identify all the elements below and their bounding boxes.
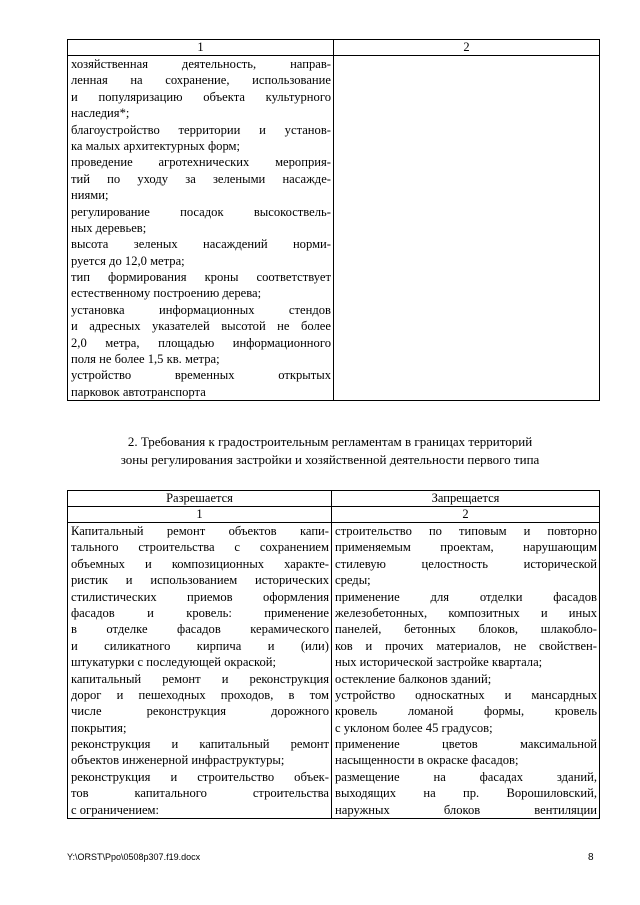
header-allowed: Разрешается bbox=[68, 491, 332, 507]
text-line: стилистических приемов оформления bbox=[71, 589, 329, 604]
text-line: реконструкция и строительство объек- bbox=[71, 769, 329, 784]
text-line: стилевую целостность исторической bbox=[335, 556, 597, 571]
text-line: реконструкция и капитальный ремонт bbox=[71, 737, 329, 752]
text-line: применение цветов максимальной bbox=[335, 737, 597, 752]
table2-col-number-2: 2 bbox=[332, 507, 600, 523]
text-line: выходящих на пр. Ворошиловский, bbox=[335, 786, 597, 801]
text-line: размещение на фасадах зданий, bbox=[335, 769, 597, 784]
text-line: установка информационных стендов bbox=[71, 302, 331, 317]
text-line: капитальный ремонт и реконструкция bbox=[71, 671, 329, 686]
text-line: тального строительства с сохранением bbox=[71, 540, 329, 555]
text-line: тип формирования кроны соответствует bbox=[71, 270, 331, 285]
table1-left-cell bbox=[68, 56, 334, 401]
text-line: числе реконструкция дорожного bbox=[71, 704, 329, 719]
text-line: объемных и композиционных характе- bbox=[71, 556, 329, 571]
text-line: остекление балконов зданий; bbox=[335, 671, 492, 686]
table1-right-cell bbox=[334, 56, 600, 401]
text-line: строительство по типовым и повторно bbox=[335, 524, 597, 538]
allowed-text bbox=[71, 523, 329, 818]
text-line: с ограничением: bbox=[71, 802, 160, 817]
prohibited-cell bbox=[332, 523, 600, 819]
text-line: ка малых архитектурных форм; bbox=[71, 138, 241, 153]
section-heading-line-1: 2. Требования к градостроительным регламентам в границах территорий bbox=[127, 434, 533, 449]
text-line: покрытия; bbox=[71, 720, 127, 735]
text-line: ленная на сохранение, использование bbox=[71, 73, 331, 88]
zone-regulation-table bbox=[67, 490, 600, 819]
text-line: Капитальный ремонт объектов капи- bbox=[71, 524, 329, 538]
table2-header-row bbox=[68, 491, 600, 507]
text-line: устройство временных открытых bbox=[71, 368, 331, 383]
text-line: регулирование посадок высокоствель- bbox=[71, 204, 331, 219]
text-line: 2,0 метра, площадью информационного bbox=[71, 335, 331, 350]
text-line: высота зеленых насаждений норми- bbox=[71, 237, 331, 252]
text-line: с уклоном более 45 градусов; bbox=[335, 720, 493, 735]
text-line: дорог и пешеходных проходов, в том bbox=[71, 687, 329, 702]
text-line: насыщенности в окраске фасадов; bbox=[335, 753, 519, 768]
text-line: фасадов и кровель: применение bbox=[71, 605, 329, 620]
footer-page-number: 8 bbox=[588, 852, 594, 863]
text-line: устройство односкатных и мансардных bbox=[335, 687, 597, 702]
table2-body-row bbox=[68, 523, 600, 819]
text-line: и силикатного кирпича и (или) bbox=[71, 638, 329, 653]
text-line: ных исторической застройке квартала; bbox=[335, 655, 543, 670]
table1-body-row bbox=[68, 56, 600, 401]
text-line: ных деревьев; bbox=[71, 220, 147, 235]
text-line: тий по уходу за зелеными насажде- bbox=[71, 171, 331, 186]
text-line: панелей, бетонных блоков, шлакобло- bbox=[335, 622, 597, 637]
text-line: парковок автотранспорта bbox=[71, 384, 206, 399]
text-line: в отделке фасадов керамического bbox=[71, 622, 329, 637]
text-line: наружных блоков вентиляции bbox=[335, 802, 597, 817]
text-line: поля не более 1,5 кв. метра; bbox=[71, 352, 220, 367]
allowed-cell bbox=[68, 523, 332, 819]
text-line: хозяйственная деятельность, направ- bbox=[71, 57, 331, 71]
requirements-table-continued bbox=[67, 39, 600, 401]
table1-col-number-2: 2 bbox=[334, 40, 600, 56]
text-line: объектов инженерной инфраструктуры; bbox=[71, 753, 285, 768]
footer-file-path: Y:\ORST\Ppo\0508p307.f19.docx bbox=[67, 852, 201, 862]
text-line: штукатурки с последующей окраской; bbox=[71, 655, 277, 670]
text-line: и адресных указателей высотой не более bbox=[71, 319, 331, 334]
text-line: тов капитального строительства bbox=[71, 786, 329, 801]
text-line: естественному построению дерева; bbox=[71, 286, 262, 301]
table2-col-number-1: 1 bbox=[68, 507, 332, 523]
table2-column-number-row bbox=[68, 507, 600, 523]
table1-column-number-row bbox=[68, 40, 600, 56]
text-line: благоустройство территории и установ- bbox=[71, 122, 331, 137]
prohibited-text bbox=[335, 523, 597, 818]
text-line: ниями; bbox=[71, 188, 109, 203]
table1-col-number-1: 1 bbox=[68, 40, 334, 56]
text-line: применяемым проектам, нарушающим bbox=[335, 540, 597, 555]
header-prohibited: Запрещается bbox=[332, 491, 600, 507]
text-line: применение для отделки фасадов bbox=[335, 589, 597, 604]
table1-left-text bbox=[71, 56, 331, 400]
text-line: и популяризацию объекта культурного bbox=[71, 89, 331, 104]
text-line: железобетонных, композитных и иных bbox=[335, 605, 597, 620]
text-line: ристик и использованием исторических bbox=[71, 573, 329, 588]
text-line: руется до 12,0 метра; bbox=[71, 253, 185, 268]
section-heading-line-2: зоны регулирования застройки и хозяйственной деятельности первого типа bbox=[120, 452, 540, 467]
text-line: среды; bbox=[335, 573, 371, 588]
text-line: кровель ломаной формы, кровель bbox=[335, 704, 597, 719]
text-line: проведение агротехнических мероприя- bbox=[71, 155, 331, 170]
text-line: ков и прочих материалов, не свойствен- bbox=[335, 638, 597, 653]
text-line: наследия*; bbox=[71, 106, 130, 121]
